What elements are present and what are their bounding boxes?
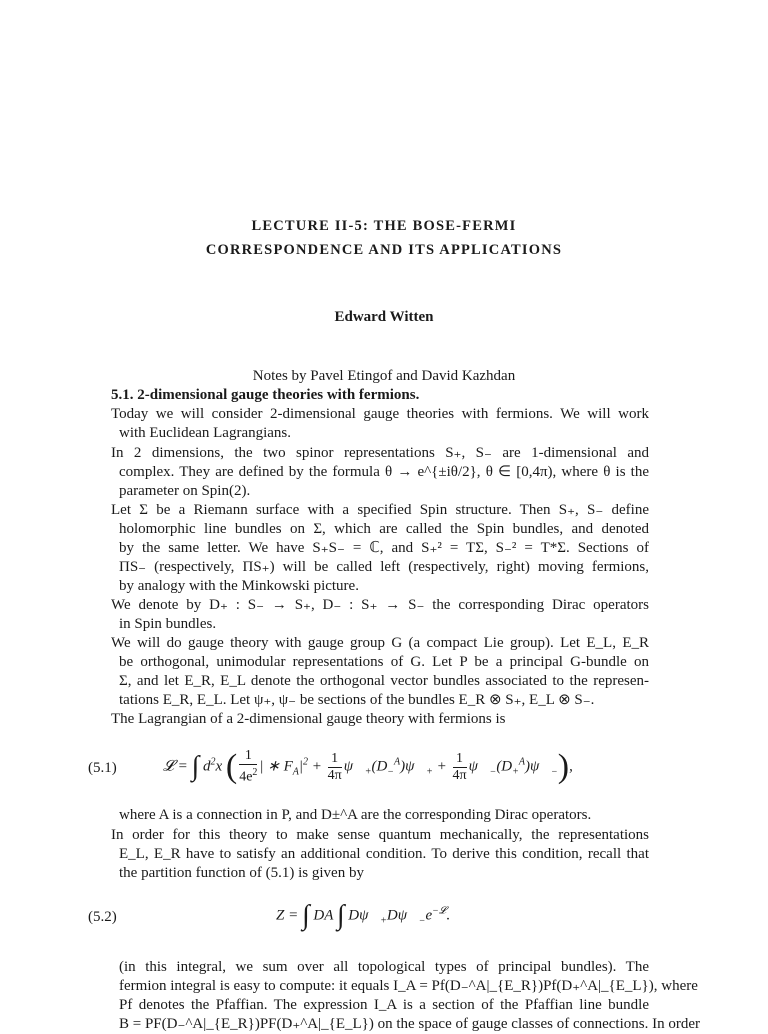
body-line-15: Σ, and let E_R, E_L denote the orthogonal vector bundles associated to the represen-: [119, 673, 649, 689]
section-heading: 5.1. 2-dimensional gauge theories with fermions.: [111, 387, 420, 403]
body-line-18: where A is a connection in P, and D±^A are the corresponding Dirac operators.: [119, 807, 592, 823]
body-line-11: We denote by D₊ : S₋ → S₊, D₋ : S₊ → S₋ the corresponding Dirac operators: [111, 597, 649, 613]
lecture-title-line-2: CORRESPONDENCE AND ITS APPLICATIONS: [205, 242, 563, 258]
equation-number-5-2: (5.2): [88, 909, 117, 925]
body-line-20: E_L, E_R have to satisfy an additional condition. To derive this condition, recall that: [119, 846, 649, 862]
author-name: Edward Witten: [334, 309, 434, 325]
body-line-17: The Lagrangian of a 2-dimensional gauge theory with fermions is: [111, 711, 506, 727]
equation-5-1-body: 𝓛 = ∫ $d^2x$ ( $\frac{1}{4e^2}$ | ∗ $F_A|^2$ + $\frac{1}{4\pi}$ $\psi⃗_+(D_-^A)\psi⃗_+$ + $\frac{1}{4\pi}$ $\psi⃗_-(D_+^A)\psi⃗_-$),: [163, 748, 573, 785]
equation-number-5-1: (5.1): [88, 760, 117, 776]
body-line-6: Let Σ be a Riemann surface with a specified Spin structure. Then S₊, S₋ define: [111, 502, 649, 518]
body-line-2: with Euclidean Lagrangians.: [119, 425, 292, 441]
body-line-16: tations E_R, E_L. Let ψ₊, ψ₋ be sections of the bundles E_R ⊗ S₊, E_L ⊗ S₋.: [119, 692, 595, 708]
body-line-10: by analogy with the Minkowski picture.: [119, 578, 359, 594]
body-line-14: be orthogonal, unimodular representations of G. Let P be a principal G-bundle on: [119, 654, 649, 670]
equation-5-2-body: Z = ∫ DA ∫ $D\psi⃗_+D\psi⃗_-e^{-𝓛}$.: [276, 900, 450, 931]
body-line-25: B = PF(D₋^A|_{E_R})PF(D₊^A|_{E_L}) on the space of gauge classes of connections. In order: [119, 1016, 700, 1032]
body-line-3: In 2 dimensions, the two spinor representations S₊, S₋ are 1-dimensional and: [111, 445, 649, 461]
body-line-24: Pf denotes the Pfaffian. The expression I_A is a section of the Pfaffian line bundle: [119, 997, 649, 1013]
body-line-4: complex. They are defined by the formula θ → e^{±iθ/2}, θ ∈ [0,4π), where θ is the: [119, 464, 649, 480]
lecture-title-line-1: LECTURE II-5: THE BOSE-FERMI: [251, 218, 517, 234]
body-line-12: in Spin bundles.: [119, 616, 217, 632]
body-line-22: (in this integral, we sum over all topological types of principal bundles). The: [119, 959, 649, 975]
body-line-13: We will do gauge theory with gauge group G (a compact Lie group). Let E_L, E_R: [111, 635, 649, 651]
body-line-1: Today we will consider 2-dimensional gauge theories with fermions. We will work: [111, 406, 649, 422]
body-line-21: the partition function of (5.1) is given by: [119, 865, 364, 881]
equation-5-1: [0, 748, 768, 794]
body-line-9: ΠS₋ (respectively, ΠS₊) will be called left (respectively, right) moving fermions,: [119, 559, 649, 575]
body-line-23: fermion integral is easy to compute: it equals I_A = Pf(D₋^A|_{E_R})Pf(D₊^A|_{E_L}), where: [119, 978, 698, 994]
body-line-19: In order for this theory to make sense quantum mechanically, the representations: [111, 827, 649, 843]
body-line-5: parameter on Spin(2).: [119, 483, 251, 499]
body-line-8: by the same letter. We have S₊S₋ = ℂ, and S₊² = TΣ, S₋² = T*Σ. Sections of: [119, 540, 649, 556]
body-line-7: holomorphic line bundles on Σ, which are called the Spin bundles, and denoted: [119, 521, 649, 537]
equation-5-2: [0, 900, 768, 936]
notes-credit: Notes by Pavel Etingof and David Kazhdan: [252, 368, 516, 384]
